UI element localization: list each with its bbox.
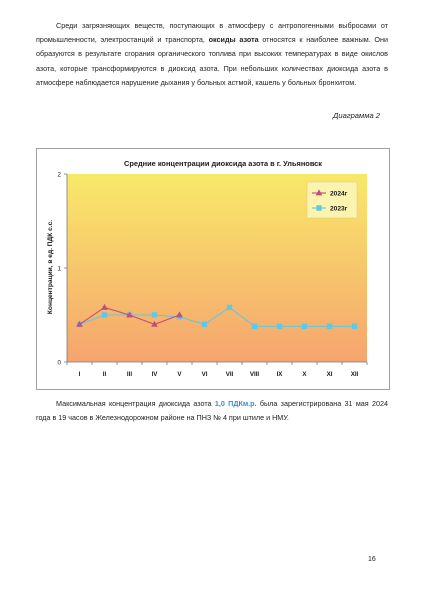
legend-label: 2023г — [330, 205, 348, 213]
x-tick-label: V — [177, 371, 182, 378]
result-text-1: Максимальная концентрация диоксида азота — [56, 399, 215, 408]
y-axis-label: Концентрации, в ед. ПДК с.с. — [47, 219, 54, 315]
x-tick-label: VIII — [249, 371, 260, 378]
data-point-2023г — [252, 324, 257, 329]
x-tick-label: VI — [201, 371, 208, 378]
data-point-2023г — [202, 322, 207, 327]
intro-text-1: Среди загрязняющих веществ, поступающих в атмосферу с антропогенными выбросами от промышленности, электростанций и транспорта, — [36, 21, 388, 45]
intro-bold-term: оксиды азота — [208, 35, 259, 45]
result-paragraph — [36, 397, 388, 425]
data-point-2023г — [227, 305, 232, 310]
x-tick-label: IX — [276, 371, 283, 378]
chart-svg — [37, 149, 389, 389]
y-tick-label: 0 — [57, 359, 61, 367]
data-point-2023г — [277, 324, 282, 329]
data-point-2023г — [152, 312, 157, 317]
page-number: 16 — [368, 556, 376, 563]
x-tick-label: III — [126, 371, 133, 378]
intro-text-2: относятся к наиболее важным. Они образуются в результате сгорания органического топлива при высоких температурах в виде окислов азота, которые трансформируются в диоксид азота. При небольших количествах диоксида азота в атмосфере наблюдается нарушение дыхания у больных астмой, кашель у больных бронхитом. — [36, 35, 388, 87]
chart-title: Средние концентрации диоксида азота в г. Ульяновск — [124, 159, 322, 168]
x-tick-label: II — [102, 371, 107, 378]
x-tick-label: XI — [326, 371, 333, 378]
result-text-2: была зарегистрирована 31 мая 2024 года в 19 часов в Железнодорожном районе на ПНЗ № 4 при штиле и НМУ. — [36, 399, 388, 423]
y-tick-label: 2 — [57, 171, 61, 179]
data-point-2023г — [102, 312, 107, 317]
x-tick-label: XII — [350, 371, 359, 378]
legend-box — [307, 182, 357, 218]
legend-marker — [316, 205, 321, 210]
intro-paragraph — [36, 19, 388, 90]
x-tick-label: IV — [151, 371, 158, 378]
x-tick-label: VII — [225, 371, 234, 378]
data-point-2023г — [302, 324, 307, 329]
legend-label: 2024г — [330, 190, 348, 198]
diagram-label: Диаграмма 2 — [333, 111, 380, 120]
max-concentration-value: 1,0 ПДКм.р. — [214, 399, 257, 408]
chart-legend — [307, 182, 357, 218]
x-tick-label: X — [302, 371, 307, 378]
data-point-2023г — [327, 324, 332, 329]
x-tick-label: I — [78, 371, 81, 378]
y-tick-label: 1 — [57, 265, 61, 273]
data-point-2023г — [352, 324, 357, 329]
chart-frame — [36, 148, 390, 390]
